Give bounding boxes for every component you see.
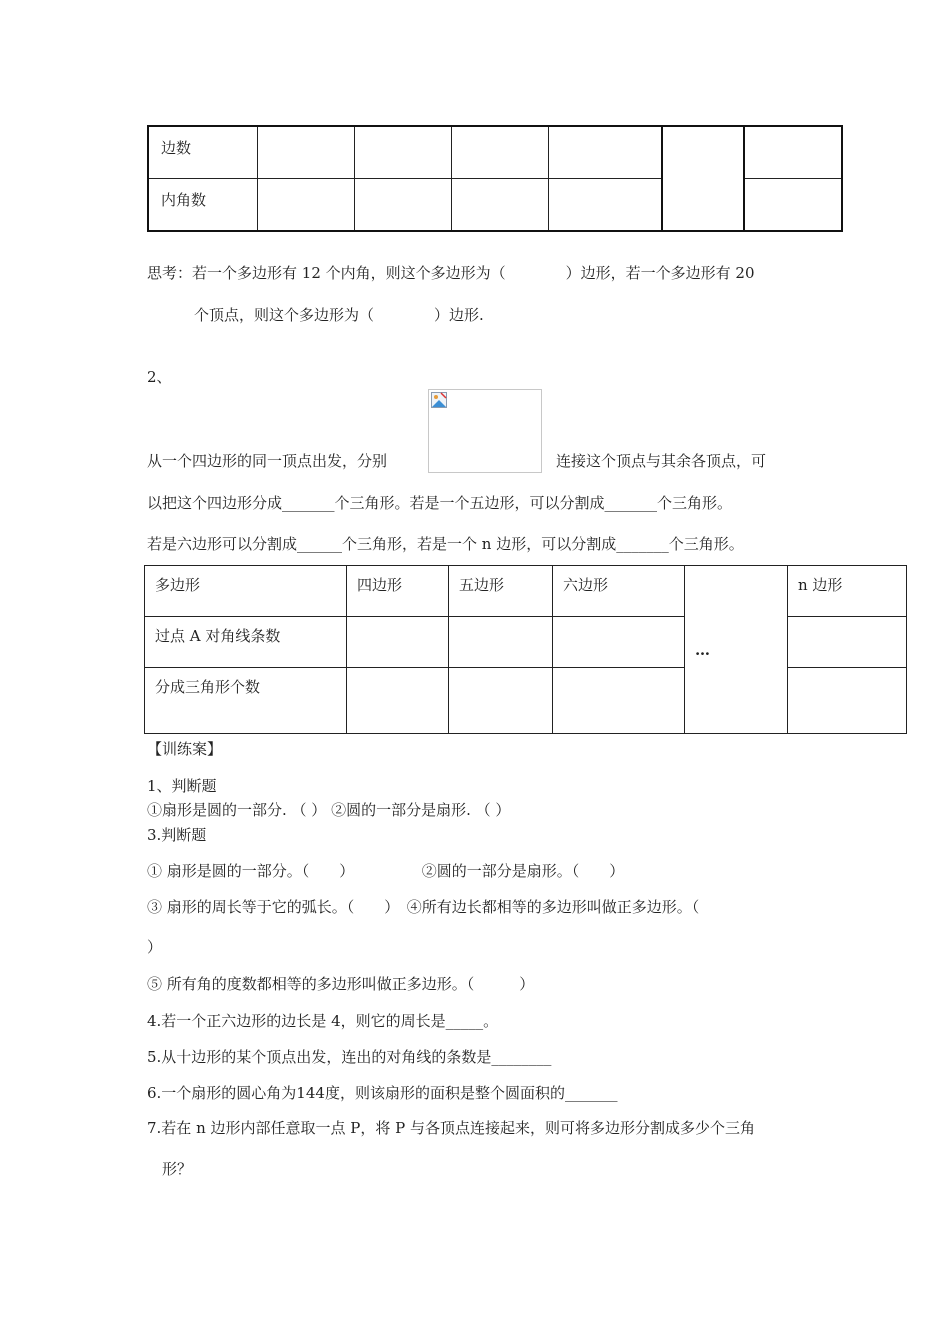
row-label-triangles: 分成三角形个数 — [145, 668, 347, 734]
header-pentagon: 五边形 — [449, 566, 553, 617]
table-cell — [788, 617, 907, 668]
question-2-line-1b: 连接这个顶点与其余各顶点，可 — [556, 452, 767, 470]
question-2-line-3: 若是六边形可以分割成______个三角形，若是一个 n 边形，可以分割成_______个三角形。 — [147, 535, 744, 553]
table-row — [145, 617, 907, 668]
row-label-diagonals: 过点 A 对角线条数 — [145, 617, 347, 668]
training-title: 【训练案】 — [147, 740, 223, 758]
table-cell — [452, 179, 549, 232]
table-cell — [355, 126, 452, 179]
table-cell — [449, 617, 553, 668]
table-cell — [355, 179, 452, 232]
table-cell — [553, 668, 685, 734]
question-1-items: ①扇形是圆的一部分. （ ） ②圆的一部分是扇形. （ ） — [147, 801, 511, 819]
polygon-diagonal-table — [144, 565, 907, 734]
table-cell — [449, 668, 553, 734]
table-cell — [549, 126, 663, 179]
broken-image-icon — [431, 392, 447, 408]
question-3-line-3: ⑤ 所有角的度数都相等的多边形叫做正多边形。（ ） — [147, 975, 535, 993]
table-cell — [788, 668, 907, 734]
sides-angles-table — [147, 125, 843, 232]
question-3-title: 3.判断题 — [147, 826, 207, 844]
table-cell — [744, 126, 842, 179]
think-line-2: 个顶点，则这个多边形为（ ）边形. — [194, 306, 484, 324]
table-cell — [744, 179, 842, 232]
header-quadrilateral: 四边形 — [347, 566, 449, 617]
question-3-line-2: ③ 扇形的周长等于它的弧长。（ ） ④所有边长都相等的多边形叫做正多边形。（ — [147, 898, 700, 916]
table-cell — [347, 668, 449, 734]
question-1-title: 1、判断题 — [147, 777, 217, 795]
table-row — [145, 668, 907, 734]
question-6: 6.一个扇形的圆心角为144度，则该扇形的面积是整个圆面积的_______ — [147, 1084, 618, 1102]
table-row — [148, 126, 842, 179]
header-polygon: 多边形 — [145, 566, 347, 617]
table-cell-merged — [662, 126, 744, 231]
row-label-angles: 内角数 — [148, 179, 258, 232]
broken-image-placeholder — [428, 389, 542, 473]
table-cell — [258, 179, 355, 232]
question-3-line-1: ① 扇形是圆的一部分。（ ） ②圆的一部分是扇形。（ ） — [147, 862, 625, 880]
row-label-sides: 边数 — [148, 126, 258, 179]
ellipsis-cell: … — [685, 566, 788, 734]
table-header-row — [145, 566, 907, 617]
question-2-number: 2、 — [147, 368, 172, 386]
question-5: 5.从十边形的某个顶点出发，连出的对角线的条数是________ — [147, 1048, 552, 1066]
table-cell — [347, 617, 449, 668]
question-7-line-1: 7.若在 n 边形内部任意取一点 P，将 P 与各顶点连接起来，则可将多边形分割成多少个三角 — [147, 1119, 756, 1137]
question-3-line-2b: ） — [147, 938, 163, 956]
table-cell — [549, 179, 663, 232]
table-cell — [258, 126, 355, 179]
question-4: 4.若一个正六边形的边长是 4，则它的周长是_____。 — [147, 1012, 499, 1030]
question-2-line-1a: 从一个四边形的同一顶点出发，分别 — [147, 452, 388, 470]
question-2-line-2: 以把这个四边形分成_______个三角形。若是一个五边形，可以分割成_______个三角形。 — [147, 494, 733, 512]
question-7-line-2: 形？ — [162, 1160, 193, 1178]
table-cell — [553, 617, 685, 668]
think-line-1: 思考：若一个多边形有 12 个内角，则这个多边形为（ ）边形，若一个多边形有 20 — [147, 264, 755, 282]
table-cell — [452, 126, 549, 179]
header-n-gon: n 边形 — [788, 566, 907, 617]
header-hexagon: 六边形 — [553, 566, 685, 617]
